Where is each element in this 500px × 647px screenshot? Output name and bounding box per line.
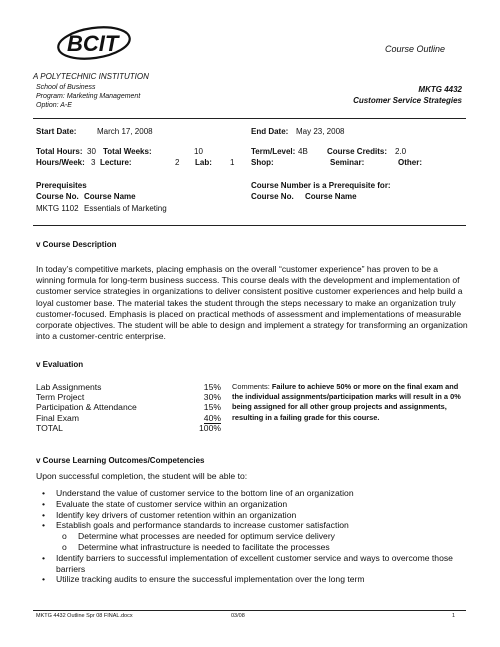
divider (33, 118, 466, 119)
course-title: Customer Service Strategies (353, 96, 462, 105)
seminar-label: Seminar: (330, 158, 365, 167)
hours-week: 3 (91, 158, 96, 167)
bcit-logo (55, 24, 133, 64)
evaluation-row (36, 382, 221, 392)
lab: 1 (230, 158, 235, 167)
bullet: • (42, 574, 46, 585)
prereq-for-heading: Course Number is a Prerequisite for: (251, 181, 391, 190)
footer-file: MKTG 4432 Outline Spr 08 FINAL.docx (36, 613, 133, 619)
outcome-text: Understand the value of customer service to the bottom line of an organization (56, 488, 354, 498)
total-hours: 30 (87, 147, 96, 156)
evaluation-row (36, 423, 221, 433)
comments-label: Comments: (232, 382, 270, 391)
footer-date: 03/08 (231, 613, 245, 619)
footer-page: 1 (452, 613, 456, 619)
outcome-text: Utilize tracking audits to ensure the successful implementation over the long term (56, 574, 365, 585)
prereq-row-no: MKTG 1102 (36, 204, 79, 213)
lecture: 2 (175, 158, 180, 167)
outcomes-sublist (56, 531, 476, 553)
evaluation-item-pct: 15% (203, 402, 221, 413)
list-item (56, 542, 476, 553)
prereq-col-no: Course No. (36, 192, 79, 201)
lab-label: Lab: (195, 158, 212, 167)
outcome-subtext: Determine what infrastructure is needed to facilitate the processes (78, 541, 330, 552)
bullet: • (42, 520, 46, 531)
term-level: 4B (298, 147, 308, 156)
logo-text: BCIT (67, 31, 119, 56)
evaluation-item-name: Lab Assignments (36, 382, 102, 392)
start-date: March 17, 2008 (97, 127, 153, 136)
list-item (36, 488, 476, 499)
total-weeks-label: Total Weeks: (103, 147, 152, 156)
evaluation-heading: v Evaluation (36, 360, 84, 369)
prereq-for-col-name: Course Name (305, 192, 357, 201)
evaluation-row (36, 392, 221, 402)
bullet: • (42, 552, 46, 563)
course-credits: 2.0 (395, 147, 407, 156)
end-date-label: End Date: (251, 127, 289, 136)
outcome-text: Evaluate the state of customer service within an organization (56, 498, 288, 509)
sub-bullet: o (62, 541, 67, 552)
school: School of Business (36, 84, 96, 91)
bullet: • (42, 498, 46, 509)
bullet: • (42, 488, 46, 498)
sub-bullet: o (62, 531, 67, 542)
lecture-label: Lecture: (100, 158, 132, 167)
evaluation-row (36, 413, 221, 423)
start-date-label: Start Date: (36, 127, 77, 136)
outcome-subtext: Determine what processes are needed for optimum service delivery (78, 531, 335, 542)
evaluation-item-name: TOTAL (36, 422, 63, 433)
prereq-col-name: Course Name (84, 192, 136, 201)
description-heading: v Course Description (36, 240, 117, 249)
list-item (56, 531, 476, 542)
hours-week-label: Hours/Week: (36, 158, 85, 167)
evaluation-item-pct: 30% (203, 392, 221, 403)
other-label: Other: (398, 158, 422, 167)
outcomes-intro: Upon successful completion, the student will be able to: (36, 471, 248, 481)
course-code: MKTG 4432 (418, 85, 462, 94)
evaluation-item-pct: 15% (203, 382, 221, 392)
list-item (36, 574, 476, 585)
outcomes-heading: v Course Learning Outcomes/Competencies (36, 456, 205, 465)
evaluation-item-pct: 100% (199, 422, 221, 433)
total-weeks: 10 (194, 147, 203, 156)
evaluation-item-name: Final Exam (36, 412, 79, 423)
evaluation-table (36, 382, 221, 433)
evaluation-item-pct: 40% (203, 412, 221, 423)
bullet: • (42, 509, 46, 520)
shop-label: Shop: (251, 158, 274, 167)
evaluation-row (36, 402, 221, 412)
prereq-for-col-no: Course No. (251, 192, 294, 201)
divider (33, 225, 466, 226)
total-hours-label: Total Hours: (36, 147, 83, 156)
description-text: In today’s competitive markets, placing emphasis on the overall “customer experience” has proven to be a winning formula for long-term business success. This course deals with the development and implementation of customer service strategies in organizations to deliver consistent positive customer experiences and help build a loyal customer base. The material takes the student through the steps necessary to make an organization truly customer-focused. Emphasis is placed on practical methods of assessment and implementations of measurable corporate objectives. The student will be able to design and implement a strategy for transforming an organization into a customer-centric enterprise. (36, 264, 468, 342)
option: Option: A-E (36, 102, 72, 109)
outcome-text: Establish goals and performance standards to increase customer satisfaction (56, 520, 349, 531)
institution: A POLYTECHNIC INSTITUTION (33, 72, 149, 81)
footer-divider (33, 610, 466, 611)
end-date: May 23, 2008 (296, 127, 345, 136)
outcomes-list (36, 488, 476, 585)
list-item (36, 553, 476, 575)
program: Program: Marketing Management (36, 93, 141, 100)
list-item (36, 499, 476, 510)
outcome-text: Identify barriers to successful implementation of excellent customer service and ways to overcome those barriers (56, 552, 453, 574)
course-credits-label: Course Credits: (327, 147, 388, 156)
list-item (36, 510, 476, 521)
evaluation-item-name: Term Project (36, 392, 85, 403)
evaluation-item-name: Participation & Attendance (36, 402, 137, 413)
prereq-row-name: Essentials of Marketing (84, 204, 167, 213)
list-item (36, 520, 476, 552)
prereq-heading: Prerequisites (36, 181, 87, 190)
evaluation-comments (232, 382, 462, 423)
comments-text: Failure to achieve 50% or more on the final exam and the individual assignments/participation marks will result in a 0% being assigned for all other group projects and assignments, resulting in a failing grade for this course. (232, 382, 461, 422)
outcome-text: Identify key drivers of customer retention within an organization (56, 509, 297, 520)
course-outline-label: Course Outline (385, 44, 446, 54)
term-level-label: Term/Level: (251, 147, 296, 156)
